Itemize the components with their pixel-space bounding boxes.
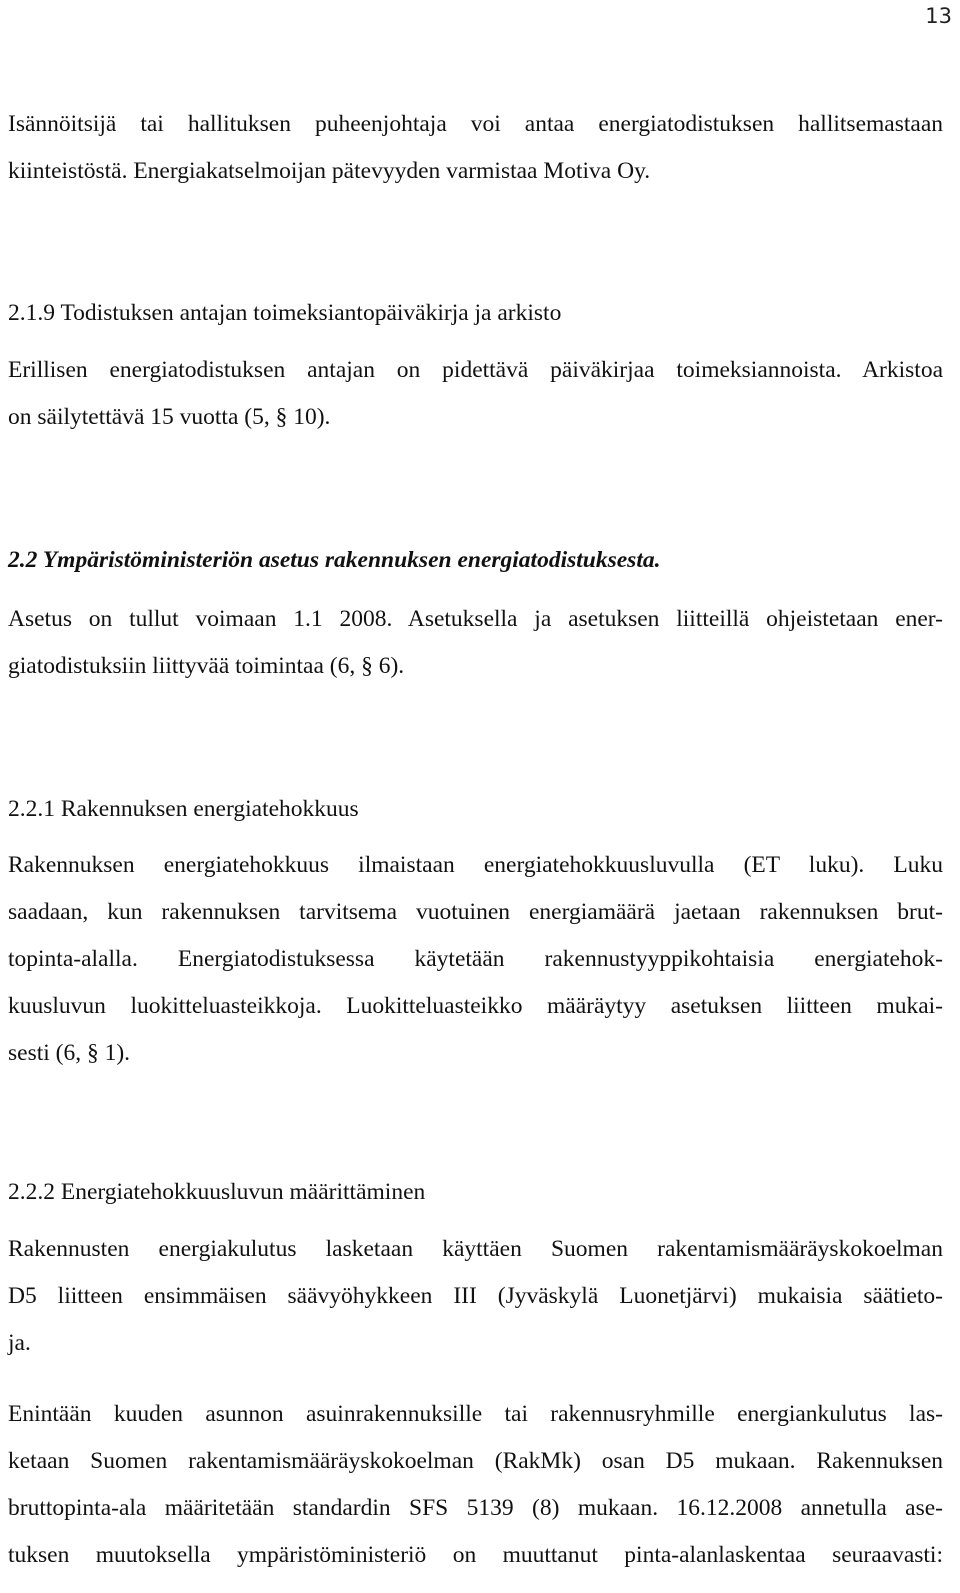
section-2-2-paragraph <box>8 596 943 690</box>
text-line: Enintään kuuden asunnon asuinrakennuksille tai rakennusryhmille energiankulutus las- <box>8 1401 943 1427</box>
heading-text: 2.2.1 Rakennuksen energiatehokkuus <box>8 796 359 822</box>
section-2-1-9-heading <box>8 290 943 337</box>
section-2-2-1-paragraph <box>8 842 943 1077</box>
text-line: tuksen muutoksella ympäristöministeriö on muuttanut pinta-alanlaskentaa seuraavasti: <box>8 1542 943 1568</box>
section-2-2-2-heading <box>8 1169 943 1216</box>
text-line: ja. <box>8 1330 31 1356</box>
text-line: topinta-alalla. Energiatodistuksessa käytetään rakennustyyppikohtaisia energiatehok- <box>8 946 943 972</box>
text-line: D5 liitteen ensimmäisen säävyöhykkeen III (Jyväskylä Luonetjärvi) mukaisia säätieto- <box>8 1283 943 1309</box>
section-2-2-1-heading <box>8 786 943 833</box>
section-2-1-9-paragraph <box>8 347 943 441</box>
heading-text: 2.2.2 Energiatehokkuusluvun määrittäminen <box>8 1179 426 1205</box>
text-line: sesti (6, § 1). <box>8 1040 131 1066</box>
text-line: Rakennuksen energiatehokkuus ilmaistaan energiatehokkuusluvulla (ET luku). Luku <box>8 852 943 878</box>
page-number: 13 <box>925 4 952 28</box>
heading-text: 2.2 Ympäristöministeriön asetus rakennuksen energiatodistuksesta. <box>8 547 661 573</box>
text-line: kuusluvun luokitteluasteikkoja. Luokitteluasteikko määräytyy asetuksen liitteen mukai- <box>8 993 943 1019</box>
text-line: bruttopinta-ala määritetään standardin SFS 5139 (8) mukaan. 16.12.2008 annetulla ase- <box>8 1495 943 1521</box>
section-2-2-heading <box>8 537 943 584</box>
text-line: giatodistuksiin liittyvää toimintaa (6, § 6). <box>8 653 405 679</box>
text-line: Isännöitsijä tai hallituksen puheenjohtaja voi antaa energiatodistuksen hallitsemastaan <box>8 111 943 137</box>
section-2-2-2-paragraph-2 <box>8 1391 943 1579</box>
text-line: saadaan, kun rakennuksen tarvitsema vuotuinen energiamäärä jaetaan rakennuksen brut- <box>8 899 943 925</box>
text-line: Rakennusten energiakulutus lasketaan käyttäen Suomen rakentamismääräyskokoelman <box>8 1236 943 1262</box>
heading-text: 2.1.9 Todistuksen antajan toimeksiantopäiväkirja ja arkisto <box>8 300 562 326</box>
text-line: Erillisen energiatodistuksen antajan on pidettävä päiväkirjaa toimeksiannoista. Arkistoa <box>8 357 943 383</box>
text-line: on säilytettävä 15 vuotta (5, § 10). <box>8 404 331 430</box>
intro-paragraph <box>8 101 943 195</box>
section-2-2-2-paragraph <box>8 1226 943 1367</box>
text-line: Asetus on tullut voimaan 1.1 2008. Asetuksella ja asetuksen liitteillä ohjeistetaan ener- <box>8 606 943 632</box>
text-line: kiinteistöstä. Energiakatselmoijan pätevyyden varmistaa Motiva Oy. <box>8 158 651 184</box>
text-line: ketaan Suomen rakentamismääräyskokoelman (RakMk) osan D5 mukaan. Rakennuksen <box>8 1448 943 1474</box>
